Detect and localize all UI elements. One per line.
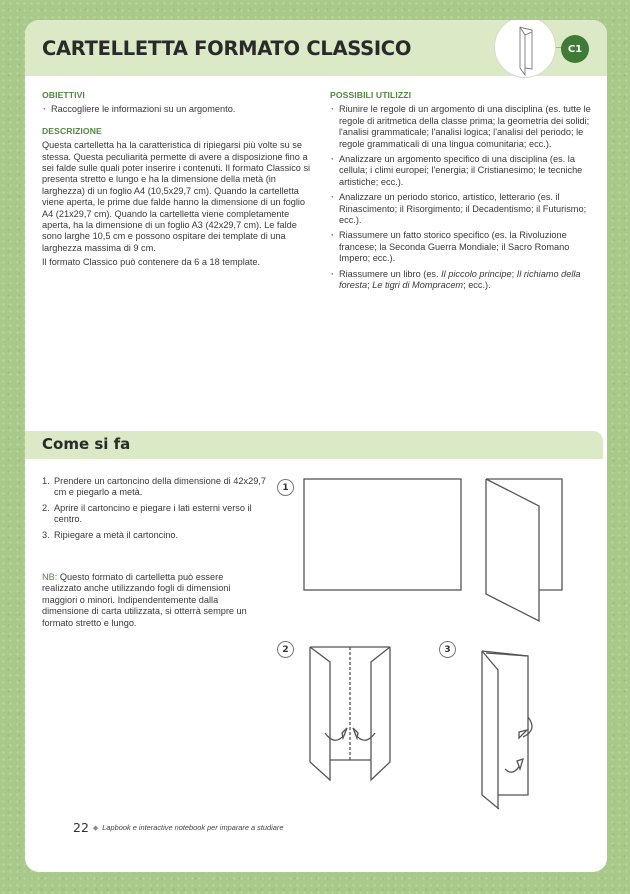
folding-diagrams xyxy=(25,20,607,872)
description-paragraph: Questa cartelletta ha la caratteristica di ripiegarsi più volte su se stessa. Questa peculiarità permette di avere a disposizione fino a sei falde sulle quali poter inserire i contenuti. Il formato Classico si presenta stretto e lungo e ha la dimensione della metà (in larghezza) di un foglio A4 (10,5x29,7 cm). Quando la cartelletta viene aperta, le prime due falde hanno la dimensione di un foglio A4 (21x29,7 cm). Quando la cartelletta viene completamente aperta, ha la dimensione di un foglio A3 (42x29,7 cm). Le falde sono larghe 10,5 cm e possono ospitare dei template di una larghezza massima di 9 cm. xyxy=(42,140,311,253)
description-label: DESCRIZIONE xyxy=(42,125,102,136)
page-card xyxy=(25,20,607,872)
use-item: · Riassumere un libro (es. Il piccolo principe; Il richiamo della foresta; Le tigri di Mompracem; ecc.). xyxy=(330,269,592,292)
page-number: 22 xyxy=(73,820,89,835)
note: NB: Questo formato di cartelletta può essere realizzato anche utilizzando fogli di dimensioni maggiori o minori. Indipendentemente dalla dimensione di carta utilizzata, si otterrà sempre un formato stretto e lungo. xyxy=(42,572,247,628)
diagram-1-folded xyxy=(486,479,562,621)
objective-item: · Raccogliere le informazioni su un argomento. xyxy=(42,104,317,115)
diamond-icon: ◆ xyxy=(92,824,99,832)
step-item: 1. Prendere un cartoncino della dimensione di 42x29,7 cm e piegarlo a metà. xyxy=(42,476,266,498)
step-badge-1: 1 xyxy=(277,479,294,496)
use-item: · Riunire le regole di un argomento di una disciplina (es. tutte le regole di aritmetica della classe prima; la geometria dei solidi; l'analisi grammaticale; l'analisi logica; l'analisi del periodo; le regole grammaticali di una lingua comunitaria; ecc.). xyxy=(330,104,592,150)
how-to-title: Come si fa xyxy=(42,435,131,453)
book-title: Le tigri di Mompracem xyxy=(372,280,464,291)
book-title: Il richiamo della foresta xyxy=(339,268,581,291)
diagram-1-sheet xyxy=(304,479,461,590)
use-item: · Riassumere un fatto storico specifico (es. la Rivoluzione francese; la Seconda Guerra Mondiale; il Sacro Romano Impero; ecc.). xyxy=(330,230,592,264)
diagram-3-folded xyxy=(482,651,532,809)
use-item: · Analizzare un periodo storico, artistico, letterario (es. il Rinascimento; il Risorgimento; il Decadentismo; il Futurismo; ecc.). xyxy=(330,192,592,226)
code-badge: C1 xyxy=(561,35,589,63)
page-title: CARTELLETTA FORMATO CLASSICO xyxy=(42,37,412,60)
description-paragraph: Il formato Classico può contenere da 6 a 18 template. xyxy=(42,257,261,268)
step-badge-3: 3 xyxy=(439,641,456,658)
objectives-label: OBIETTIVI xyxy=(42,90,85,100)
book-title: Il piccolo principe xyxy=(441,268,512,279)
step-item: 2. Aprire il cartoncino e piegare i lati esterni verso il centro. xyxy=(42,502,252,525)
step-item: 3. Ripiegare a metà il cartoncino. xyxy=(42,529,179,540)
step-badge-2: 2 xyxy=(277,641,294,658)
note-label: NB: xyxy=(42,572,58,582)
footer-book-title: Lapbook e interactive notebook per imparare a studiare xyxy=(102,823,284,832)
footer xyxy=(73,820,283,835)
uses-label: POSSIBILI UTILIZZI xyxy=(330,90,412,100)
diagram-2-folded xyxy=(310,647,390,780)
use-item: · Analizzare un argomento specifico di una disciplina (es. la cellula; i climi europei; l'energia; il Cristianesimo; le tecniche artistiche; ecc.). xyxy=(330,154,592,188)
